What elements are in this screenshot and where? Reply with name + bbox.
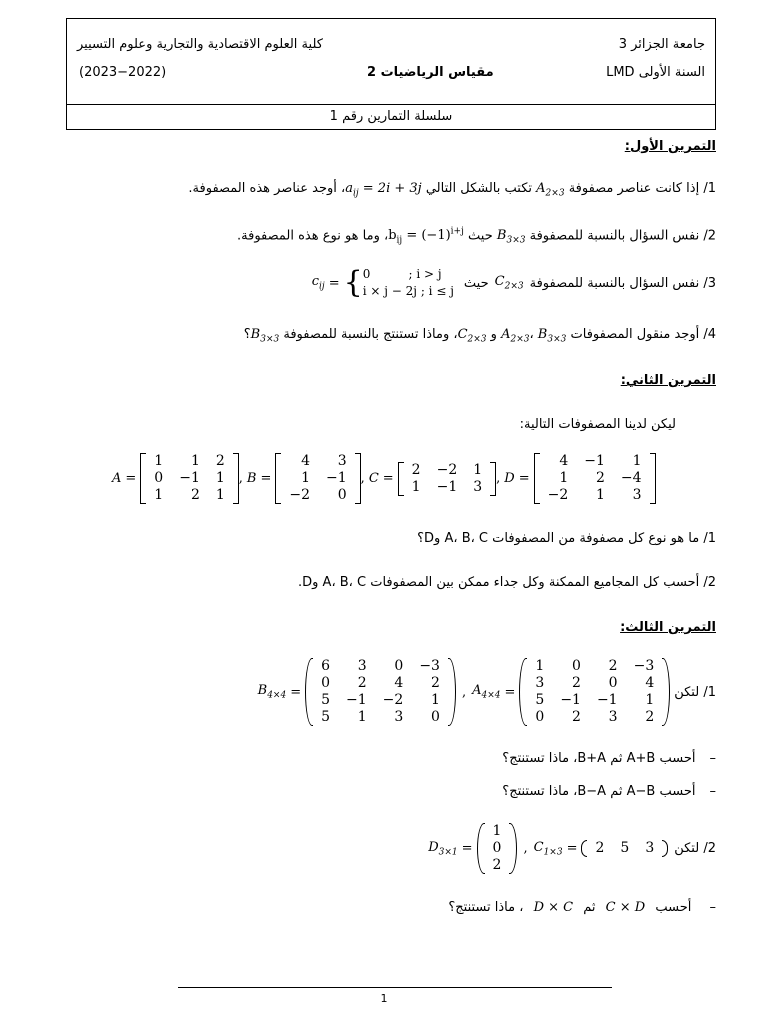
exercise-2-title: التمرين الثاني: xyxy=(620,373,716,388)
matrix-b4-cell: 5 xyxy=(321,709,331,725)
matrix-c-row xyxy=(404,479,490,496)
matrix-c13-cell: 3 xyxy=(645,840,655,856)
matrix-d-cell: 4 xyxy=(559,453,569,469)
matrix-a-ref: $A_{2\times 3}$ xyxy=(501,327,530,345)
matrix-a4-cell: −1 xyxy=(596,692,618,708)
matrix-a4-cell: 3 xyxy=(608,709,618,725)
matrix-d-cell: 1 xyxy=(559,470,569,486)
year-level: السنة الأولى LMD xyxy=(606,65,705,80)
matrix-a4-cell: 5 xyxy=(535,692,545,708)
course-name: مقياس الرياضيات 2 xyxy=(367,65,494,80)
matrix-a-name: A xyxy=(112,471,122,486)
matrix-d31-name: $D_{3\times 1}$ xyxy=(428,839,458,858)
matrix-b4-cell: −1 xyxy=(346,692,367,708)
series-title: سلسلة التمارين رقم 1 xyxy=(329,109,453,124)
exercise-3-title: التمرين الثالث: xyxy=(620,620,716,635)
matrix-b4-cell: 0 xyxy=(394,658,404,674)
ex1-q4-and: و xyxy=(490,327,497,342)
matrix-a-cell: 1 xyxy=(215,470,225,486)
ex1-q3-text: 3/ نفس السؤال بالنسبة للمصفوفة xyxy=(529,275,716,291)
ex3-q2-intro: 2/ لتكن xyxy=(674,841,716,856)
matrix-a-cell: 1 xyxy=(215,487,225,503)
matrix-a4-cell: 3 xyxy=(535,675,545,691)
matrix-c-cell: 2 xyxy=(411,461,421,478)
matrix-d31-cell: 1 xyxy=(492,823,502,839)
matrix-c-cell: −1 xyxy=(436,478,458,495)
ex1-question-3 xyxy=(312,266,716,300)
ex3-bullet-1: –أحسب A+B ثم B+A، ماذا تستنتج؟ xyxy=(502,751,716,766)
matrix-a-cell: 1 xyxy=(190,453,200,469)
matrix-d-cell: −2 xyxy=(547,487,569,503)
d-times-c: D × C xyxy=(533,900,574,915)
ex3-q2-matrices: $D_{3\times 1}$ = 1 0 2 , $C_{1\times 3}$ = 2 5 3 xyxy=(428,823,668,874)
matrix-c-label: $C_{2\times 3}$ xyxy=(494,274,524,292)
matrix-a-cell: 2 xyxy=(215,453,225,469)
ex1-q1-text: 1/ إذا كانت عناصر مصفوفة xyxy=(568,181,716,196)
matrix-b4-row xyxy=(313,709,448,726)
matrix-b4-cell: −2 xyxy=(382,692,404,708)
matrix-a xyxy=(140,453,238,504)
matrix-a4 xyxy=(519,658,670,726)
ex1-question-2 xyxy=(237,227,716,246)
matrix-c13-cell: 2 xyxy=(595,840,605,856)
matrix-d-cell: −1 xyxy=(584,453,605,469)
matrix-a4-row xyxy=(527,675,662,692)
ex1-q4-text: 4/ أوجد منقول المصفوفات xyxy=(570,327,716,342)
matrix-b4-cell: 0 xyxy=(321,675,331,691)
ex3-q1-intro: 1/ لتكن xyxy=(674,684,716,700)
ex2-question-2: 2/ أحسب كل المجاميع الممكنة وكل جداء ممكن بين المصفوفات A، B، C وD. xyxy=(297,575,716,590)
page-number: 1 xyxy=(380,992,388,1005)
matrix-a4-cell: 1 xyxy=(645,692,655,708)
matrix-d31-cell: 0 xyxy=(492,840,502,856)
matrix-b xyxy=(275,453,360,504)
ex1-question-4: 4/ أوجد منقول المصفوفات $A_{2\times 3}،$ $B_{3\times 3}$ و $C_{2\times 3}،$ وماذا تستنتج بالنسبة للمصفوفة $B_{3\times 3}؟$ xyxy=(243,327,716,345)
matrix-b-cell: 4 xyxy=(301,453,311,469)
matrix-b4-cell: 3 xyxy=(394,709,404,725)
matrix-d31-row xyxy=(485,840,510,857)
matrix-d31-row xyxy=(485,857,510,874)
exercise-1-title: التمرين الأول: xyxy=(624,139,716,154)
header-divider xyxy=(67,104,715,105)
ex2-intro: ليكن لدينا المصفوفات التالية: xyxy=(519,417,676,432)
ex1-question-1 xyxy=(188,181,716,199)
ex2-question-1: 1/ ما هو نوع كل مصفوفة من المصفوفات A، B، C وD؟ xyxy=(417,531,716,546)
ex3-bullet-2-text: أحسب A−B ثم B−A، ماذا تستنتج؟ xyxy=(502,784,696,799)
ex3-bullet-3: – أحسب C × D ثم D × C ، ماذا تستنتج؟ xyxy=(448,900,716,915)
ex1-q3-case-1: 0 ; i > j xyxy=(362,267,442,281)
ex1-q2-text2: حيث xyxy=(468,228,493,244)
matrix-c13-row xyxy=(587,840,662,857)
matrix-a-cell: 0 xyxy=(154,470,164,486)
matrix-a4-cell: 2 xyxy=(572,675,581,691)
ex1-q2-formula: $b_{ij} = (-1)^{i+j}$ xyxy=(388,227,464,246)
ex1-q4-text2: ، وماذا تستنتج بالنسبة للمصفوفة xyxy=(283,327,458,342)
matrix-a4-cell: 4 xyxy=(645,675,655,691)
matrix-d-cell: 1 xyxy=(632,453,642,469)
matrix-c13-cell: 5 xyxy=(620,840,630,856)
matrix-b4-cell: 2 xyxy=(357,675,367,691)
ex3-q1-matrices: $B_{4\times 4}$ = 6 3 0 −3 0 2 4 2 5 −1 −2 1 5 1 3 0 , $A_{4\times 4}$ = 1 0 2 −3 3 2 0 4 5 −1 −1 1 0 2 3 2 xyxy=(258,658,671,726)
ex1-q4-end: ؟ xyxy=(243,327,251,342)
matrix-a4-cell: −3 xyxy=(633,658,655,674)
matrix-b-cell: 3 xyxy=(337,453,347,469)
matrix-b4-cell: 4 xyxy=(394,675,404,691)
ex3-bullet-3-text: أحسب xyxy=(655,900,692,915)
matrix-c-cell: −2 xyxy=(436,461,458,478)
matrix-b4-cell: 5 xyxy=(321,692,331,708)
matrix-a4-name: $A_{4\times 4}$ xyxy=(472,683,501,701)
matrix-b-label: $B_{3\times 3}$ xyxy=(496,228,526,246)
matrix-a4-cell: −1 xyxy=(560,692,581,708)
c-times-d: C × D xyxy=(605,900,646,915)
ex3-bullet-1-text: أحسب A+B ثم B+A، ماذا تستنتج؟ xyxy=(502,751,696,766)
matrix-a4-cell: 0 xyxy=(535,709,545,725)
matrix-c13 xyxy=(581,840,668,857)
ex3-bullet-3-then: ثم xyxy=(583,900,596,915)
matrix-b-cell: −2 xyxy=(289,487,311,503)
university-name: جامعة الجزائر 3 xyxy=(618,37,705,52)
matrix-b4-cell: 3 xyxy=(357,658,367,674)
matrix-a4-cell: 2 xyxy=(608,658,618,674)
matrix-a-row xyxy=(146,470,232,487)
matrix-a-cell: 1 xyxy=(154,487,164,503)
matrix-b4-name: $B_{4\times 4}$ xyxy=(257,683,287,701)
matrix-a4-row xyxy=(527,658,662,675)
matrix-c xyxy=(398,462,496,496)
matrix-d-name: D xyxy=(504,471,515,486)
matrix-a-label: $A_{2\times 3}$ xyxy=(536,181,565,199)
matrix-b-ref: $B_{3\times 3}$ xyxy=(537,327,567,345)
matrix-b4-cell: 0 xyxy=(431,709,440,725)
matrix-b-row xyxy=(281,487,354,504)
ex3-question-2 xyxy=(428,823,716,874)
matrix-d31 xyxy=(477,823,518,874)
ex1-q2-text3: ، وما هو نوع هذه المصفوفة. xyxy=(237,228,389,244)
matrix-b4-row xyxy=(313,658,448,675)
ex1-q1-text2: تكتب بالشكل التالي xyxy=(425,181,533,196)
matrix-b-row xyxy=(281,470,354,487)
matrix-a4-cell: 0 xyxy=(608,675,618,691)
matrix-a4-cell: 1 xyxy=(535,658,545,674)
matrix-c13-name: $C_{1\times 3}$ xyxy=(533,839,563,858)
ex1-q1-formula: $a_{ij} = 2i + 3j$ xyxy=(345,181,422,199)
matrix-a-row xyxy=(146,487,232,504)
matrix-a4-cell: 2 xyxy=(572,709,581,725)
matrix-d-row xyxy=(540,453,650,470)
matrix-d31-row xyxy=(485,823,510,840)
matrix-b-cell: 0 xyxy=(337,487,347,503)
ex1-q3-case-2: i × j − 2j ; i ≤ j xyxy=(362,284,454,298)
matrix-b-name: B xyxy=(246,471,257,486)
academic-year: (2023−2022) xyxy=(79,65,167,80)
matrix-d-row xyxy=(540,487,650,504)
matrix-d-cell: 1 xyxy=(596,487,605,503)
matrix-a-cell: 2 xyxy=(190,487,200,503)
matrix-b4-row xyxy=(313,692,448,709)
matrix-b4-row xyxy=(313,675,448,692)
matrix-b4-cell: −3 xyxy=(419,658,440,674)
matrix-b-cell: 1 xyxy=(301,470,311,486)
faculty-name: كلية العلوم الاقتصادية والتجارية وعلوم التسيير xyxy=(77,37,323,52)
matrix-a4-cell: 2 xyxy=(645,709,655,725)
matrix-a-row xyxy=(146,453,232,470)
ex1-q2-text: 2/ نفس السؤال بالنسبة للمصفوفة xyxy=(529,228,716,244)
ex2-matrices-row: A = 1 1 2 0 −1 1 1 2 1 , B = 4 3 1 −1 −2 0 , C = 2 −2 1 1 −1 3 , D = 4 −1 1 1 2 −4 −2 1 3 xyxy=(112,453,656,504)
footer-rule xyxy=(178,987,612,988)
matrix-b4-cell: 1 xyxy=(431,692,440,708)
matrix-d-cell: −4 xyxy=(620,470,642,486)
ex1-q1-text3: ، أوجد عناصر هذه المصفوفة. xyxy=(188,181,346,196)
matrix-d-cell: 2 xyxy=(596,470,605,486)
matrix-a4-row xyxy=(527,709,662,726)
matrix-a-cell: 1 xyxy=(154,453,164,469)
matrix-d-row xyxy=(540,470,650,487)
ex3-bullet-3-end: ، ماذا تستنتج؟ xyxy=(448,900,524,915)
matrix-c-cell: 1 xyxy=(473,461,483,478)
ex1-q3-text2: حيث xyxy=(463,275,489,291)
matrix-b4-cell: 2 xyxy=(431,675,440,691)
matrix-b4 xyxy=(305,658,456,726)
matrix-b4-cell: 1 xyxy=(357,709,367,725)
matrix-b-ref-2: $B_{3\times 3}$ xyxy=(250,327,280,345)
matrix-a4-cell: 0 xyxy=(572,658,581,674)
matrix-b-cell: −1 xyxy=(326,470,347,486)
ex1-q3-piecewise: $c_{ij}$ = { 0 ; i > j i × j − 2j ; i ≤ j xyxy=(311,265,454,300)
matrix-b4-cell: 6 xyxy=(321,658,331,674)
header-box xyxy=(66,18,716,130)
matrix-d-cell: 3 xyxy=(632,487,642,503)
matrix-c-name: C xyxy=(368,471,379,486)
matrix-d31-cell: 2 xyxy=(492,857,502,873)
matrix-a4-row xyxy=(527,692,662,709)
ex3-bullet-2: –أحسب A−B ثم B−A، ماذا تستنتج؟ xyxy=(502,784,716,799)
matrix-d xyxy=(534,453,656,504)
matrix-c-cell: 3 xyxy=(473,478,483,495)
matrix-a-cell: −1 xyxy=(179,470,200,486)
matrix-c-row xyxy=(404,462,490,479)
matrix-c-cell: 1 xyxy=(411,478,421,495)
ex3-question-1 xyxy=(258,658,716,726)
matrix-c-ref: $C_{2\times 3}$ xyxy=(457,327,487,345)
matrix-b-row xyxy=(281,453,354,470)
